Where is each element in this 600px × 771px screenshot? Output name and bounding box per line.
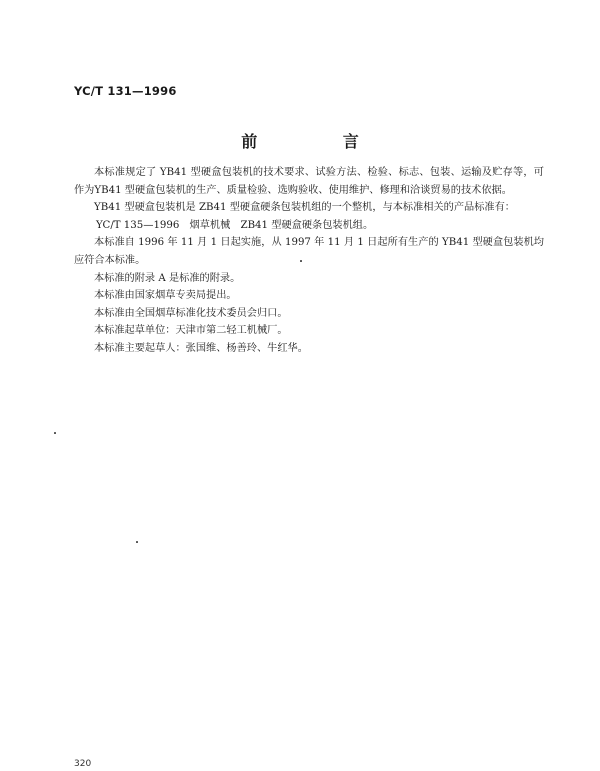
scan-speck [136,541,138,543]
page-title: 前 言 [241,132,399,151]
paragraph-drafters: 本标准主要起草人：张国维、杨善玲、牛红华。 [94,342,308,354]
paragraph-related-standards: YB41 型硬盒包装机是 ZB41 型硬盒硬条包装机组的一个整机，与本标准相关的产品标准有： [94,202,515,214]
paragraph-appendix: 本标准的附录 A 是标准的附录。 [94,272,241,284]
paragraph-drafting-unit: 本标准起草单位：天津市第二轻工机械厂。 [94,325,288,337]
paragraph-scope: 本标准规定了 YB41 型硬盒包装机的技术要求、试验方法、检验、标志、包装、运输及贮存等，可作为YB41 型硬盒包装机的生产、质量检验、选购验收、使用维护、修理和洽谈贸易的技术依据。 [74,167,544,196]
scan-speck [300,260,302,262]
paragraph-effective-date: 本标准自 1996 年 11 月 1 日起实施，从 1997 年 11 月 1 日起所有生产的 YB41 型硬盒包装机均应符合本标准。 [74,237,544,266]
document-body [74,164,544,358]
document-code: YC/T 131—1996 [74,84,177,98]
scan-speck [54,432,56,434]
paragraph-proposer: 本标准由国家烟草专卖局提出。 [94,290,237,302]
page-number: 320 [74,759,92,769]
paragraph-administrator: 本标准由全国烟草标准化技术委员会归口。 [94,307,288,319]
related-standard-item: YC/T 135—1996 烟草机械 ZB41 型硬盒硬条包装机组。 [96,219,374,231]
